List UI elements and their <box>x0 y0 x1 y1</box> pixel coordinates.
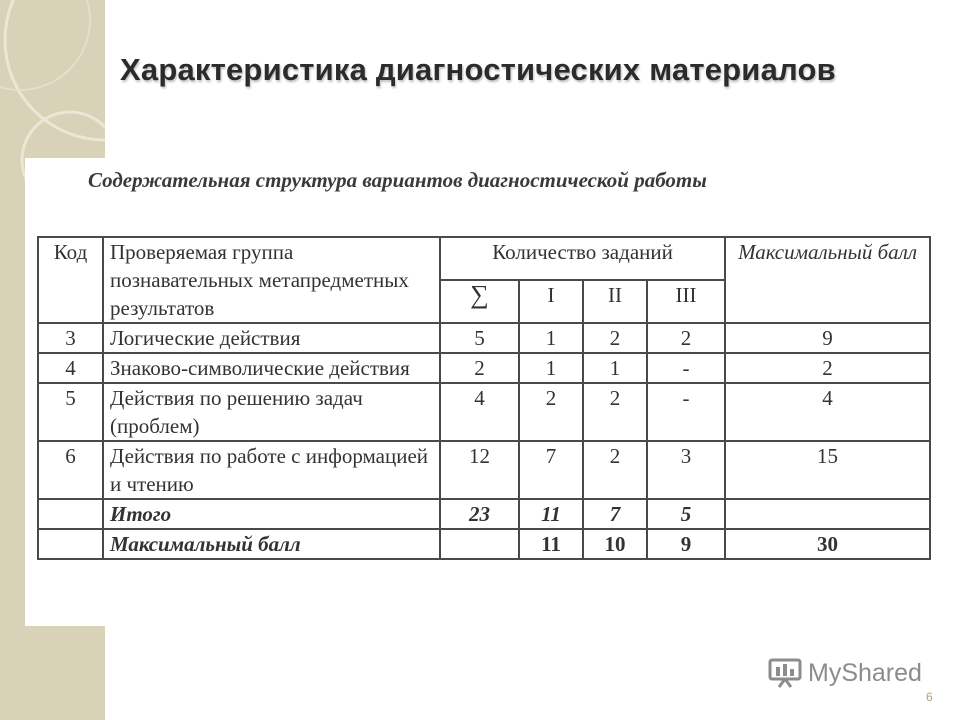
header-sum: ∑ <box>440 280 519 323</box>
row-sum: 2 <box>440 353 519 383</box>
table-row <box>38 441 930 499</box>
row-code: 4 <box>38 353 103 383</box>
slide-title: Характеристика диагностических материалов <box>120 52 836 87</box>
max-col-1: 11 <box>519 529 583 559</box>
row-sum: 5 <box>440 323 519 353</box>
row-max: 15 <box>725 441 930 499</box>
row-col-1: 2 <box>519 383 583 441</box>
max-score-label: Максимальный балл <box>103 529 440 559</box>
row-sum: 4 <box>440 383 519 441</box>
row-max: 2 <box>725 353 930 383</box>
total-col-2: 7 <box>583 499 647 529</box>
max-col-2: 10 <box>583 529 647 559</box>
table-header-row <box>38 237 930 280</box>
total-label: Итого <box>103 499 440 529</box>
header-code: Код <box>38 237 103 323</box>
row-code: 5 <box>38 383 103 441</box>
presentation-board-icon <box>768 658 802 688</box>
max-empty-code <box>38 529 103 559</box>
row-col-3: 2 <box>647 323 725 353</box>
total-empty-max <box>725 499 930 529</box>
total-sum: 23 <box>440 499 519 529</box>
row-code: 6 <box>38 441 103 499</box>
row-col-1: 1 <box>519 323 583 353</box>
max-col-3: 9 <box>647 529 725 559</box>
row-col-3: - <box>647 383 725 441</box>
table-row <box>38 353 930 383</box>
structure-table <box>37 236 931 560</box>
row-code: 3 <box>38 323 103 353</box>
row-col-2: 1 <box>583 353 647 383</box>
myshared-brand-text: MyShared <box>808 658 922 687</box>
header-max-score: Максимальный балл <box>725 237 930 323</box>
myshared-watermark <box>768 658 922 688</box>
row-col-2: 2 <box>583 441 647 499</box>
total-empty-code <box>38 499 103 529</box>
max-total: 30 <box>725 529 930 559</box>
table-row <box>38 323 930 353</box>
header-task-count: Количество заданий <box>440 237 725 280</box>
header-col-2: II <box>583 280 647 323</box>
total-col-1: 11 <box>519 499 583 529</box>
row-max: 4 <box>725 383 930 441</box>
row-sum: 12 <box>440 441 519 499</box>
row-group: Действия по работе с информацией и чтению <box>103 441 440 499</box>
row-max: 9 <box>725 323 930 353</box>
header-col-1: I <box>519 280 583 323</box>
table-row <box>38 383 930 441</box>
row-col-1: 1 <box>519 353 583 383</box>
row-col-3: 3 <box>647 441 725 499</box>
total-col-3: 5 <box>647 499 725 529</box>
total-row <box>38 499 930 529</box>
header-group: Проверяемая группа познавательных метапредметных результатов <box>103 237 440 323</box>
row-group: Логические действия <box>103 323 440 353</box>
max-empty-sum <box>440 529 519 559</box>
header-col-3: III <box>647 280 725 323</box>
row-col-1: 7 <box>519 441 583 499</box>
row-group: Действия по решению задач (проблем) <box>103 383 440 441</box>
row-col-2: 2 <box>583 323 647 353</box>
row-col-3: - <box>647 353 725 383</box>
row-group: Знаково-символические действия <box>103 353 440 383</box>
table-caption: Содержательная структура вариантов диагностической работы <box>88 168 707 192</box>
page-number: 6 <box>926 690 933 704</box>
max-score-row <box>38 529 930 559</box>
row-col-2: 2 <box>583 383 647 441</box>
